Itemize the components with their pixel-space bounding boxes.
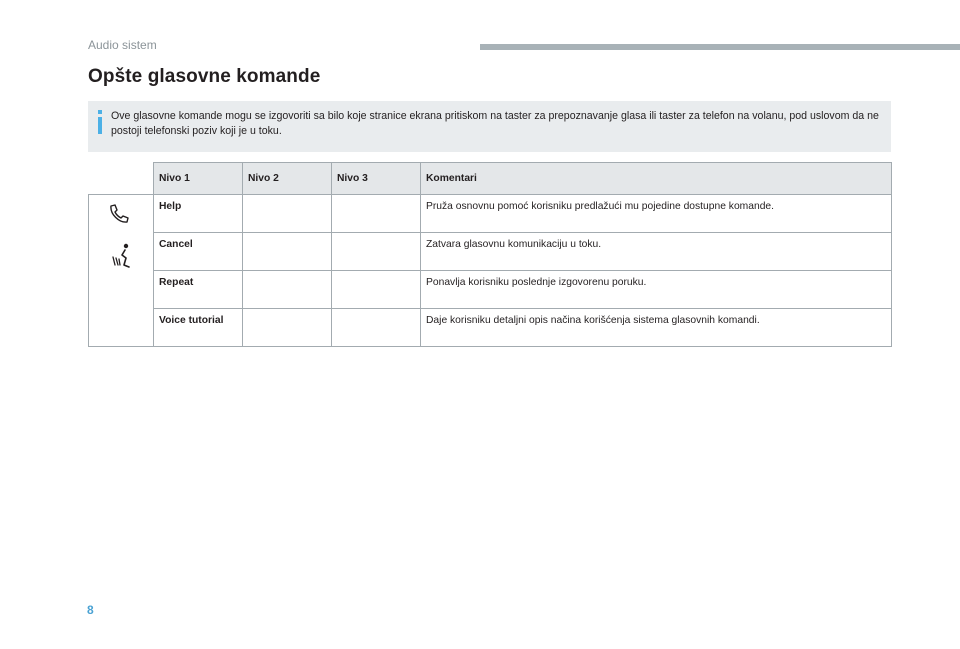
comment-help: Pruža osnovnu pomoć korisniku predlažući mu pojedine dostupne komande. (421, 195, 892, 233)
column-header-comments: Komentari (421, 163, 892, 195)
phone-icon (108, 203, 130, 225)
table-header-row (89, 163, 892, 195)
icons-cell (89, 195, 154, 347)
voice-commands-table (88, 162, 892, 347)
command-cancel: Cancel (154, 233, 243, 271)
section-header: Audio sistem (88, 38, 157, 52)
command-help: Help (154, 195, 243, 233)
header-bar (480, 44, 960, 50)
column-header-level2: Nivo 2 (243, 163, 332, 195)
cell-level3 (332, 195, 421, 233)
table-row (89, 271, 892, 309)
cell-level3 (332, 271, 421, 309)
cell-level2 (243, 271, 332, 309)
command-voice-tutorial: Voice tutorial (154, 309, 243, 347)
comment-voice-tutorial: Daje korisniku detaljni opis načina korišćenja sistema glasovnih komandi. (421, 309, 892, 347)
cell-level2 (243, 233, 332, 271)
cell-level3 (332, 309, 421, 347)
cell-level2 (243, 309, 332, 347)
info-box (88, 101, 891, 152)
comment-repeat: Ponavlja korisniku poslednje izgovorenu poruku. (421, 271, 892, 309)
page-number: 8 (87, 603, 94, 617)
table-row (89, 233, 892, 271)
table-row (89, 309, 892, 347)
comment-cancel: Zatvara glasovnu komunikaciju u toku. (421, 233, 892, 271)
command-repeat: Repeat (154, 271, 243, 309)
info-text: Ove glasovne komande mogu se izgovoriti sa bilo koje stranice ekrana pritiskom na taster za prepoznavanje glasa ili taster za telefon na volanu, pod uslovom da ne postoji telefonski poziv koji je u toku. (111, 110, 879, 137)
info-icon (96, 110, 104, 137)
cell-level2 (243, 195, 332, 233)
icon-column-header (89, 163, 154, 195)
column-header-level3: Nivo 3 (332, 163, 421, 195)
cell-level3 (332, 233, 421, 271)
table-row (89, 195, 892, 233)
voice-command-icon (110, 243, 136, 273)
page-title: Opšte glasovne komande (88, 66, 321, 87)
column-header-level1: Nivo 1 (154, 163, 243, 195)
